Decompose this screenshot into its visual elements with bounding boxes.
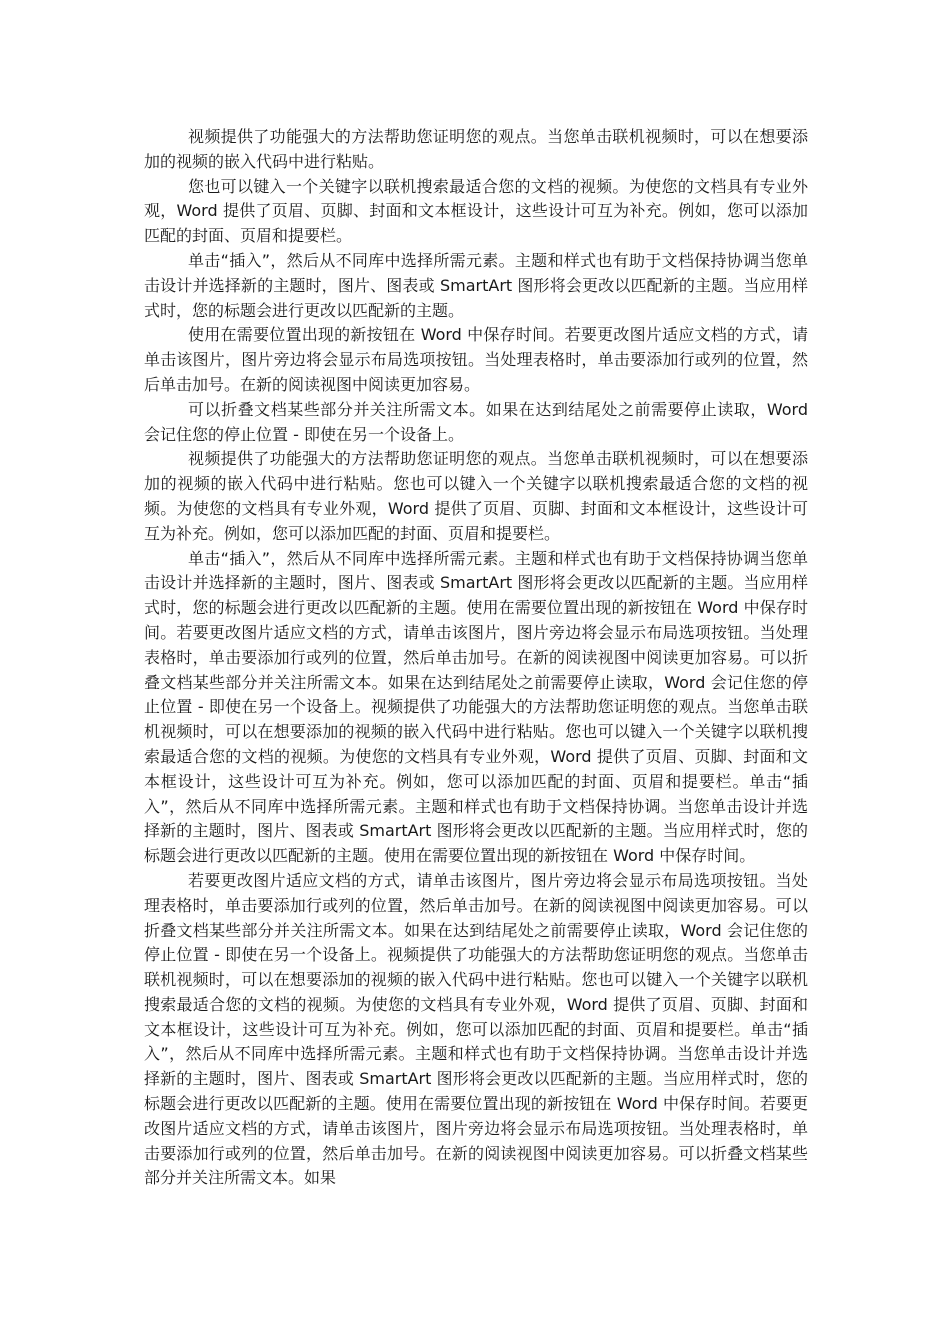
paragraph-4: 使用在需要位置出现的新按钮在 Word 中保存时间。若要更改图片适应文档的方式，请单击该图片，图片旁边将会显示布局选项按钮。当处理表格时，单击要添加行或列的位置，然后单击加号。在新的阅读视图中阅读更加容易。 xyxy=(144,325,808,394)
paragraph-5: 可以折叠文档某些部分并关注所需文本。如果在达到结尾处之前需要停止读取，Word 会记住您的停止位置 - 即使在另一个设备上。 xyxy=(144,399,808,444)
paragraph-1: 视频提供了功能强大的方法帮助您证明您的观点。当您单击联机视频时，可以在想要添加的视频的嵌入代码中进行粘贴。 xyxy=(144,127,808,171)
paragraph-6: 视频提供了功能强大的方法帮助您证明您的观点。当您单击联机视频时，可以在想要添加的视频的嵌入代码中进行粘贴。您也可以键入一个关键字以联机搜索最适合您的文档的视频。为使您的文档具有专业外观，Word 提供了页眉、页脚、封面和文本框设计，这些设计可互为补充。例如，您可以添加匹配的封面、页眉和提要栏。 xyxy=(144,449,808,543)
document-body xyxy=(144,125,808,1191)
paragraph-2: 您也可以键入一个关键字以联机搜索最适合您的文档的视频。为使您的文档具有专业外观，Word 提供了页眉、页脚、封面和文本框设计，这些设计可互为补充。例如，您可以添加匹配的封面、页眉和提要栏。 xyxy=(144,176,808,246)
paragraph-8: 若要更改图片适应文档的方式，请单击该图片，图片旁边将会显示布局选项按钮。当处理表格时，单击要添加行或列的位置，然后单击加号。在新的阅读视图中阅读更加容易。可以折叠文档某些部分并关注所需文本。如果在达到结尾处之前需要停止读取，Word 会记住您的停止位置 - 即使在另一个设备上。视频提供了功能强大的方法帮助您证明您的观点。当您单击联机视频时，可以在想要添加的视频的嵌入代码中进行粘贴。您也可以键入一个关键字以联机搜索最适合您的文档的视频。为使您的文档具有专业外观，Word 提供了页眉、页脚、封面和文本框设计，这些设计可互为补充。例如，您可以添加匹配的封面、页眉和提要栏。单击“插入”，然后从不同库中选择所需元素。主题和样式也有助于文档保持协调。当您单击设计并选择新的主题时，图片、图表或 SmartArt 图形将会更改以匹配新的主题。当应用样式时，您的标题会进行更改以匹配新的主题。使用在需要位置出现的新按钮在 Word 中保存时间。若要更改图片适应文档的方式，请单击该图片，图片旁边将会显示布局选项按钮。当处理表格时，单击要添加行或列的位置，然后单击加号。在新的阅读视图中阅读更加容易。可以折叠文档某些部分并关注所需文本。如果 xyxy=(144,870,808,1188)
paragraph-3: 单击“插入”，然后从不同库中选择所需元素。主题和样式也有助于文档保持协调当您单击设计并选择新的主题时，图片、图表或 SmartArt 图形将会更改以匹配新的主题。当应用样式时，您的标题会进行更改以匹配新的主题。 xyxy=(144,250,808,320)
paragraph-7: 单击“插入”，然后从不同库中选择所需元素。主题和样式也有助于文档保持协调当您单击设计并选择新的主题时，图片、图表或 SmartArt 图形将会更改以匹配新的主题。当应用样式时，您的标题会进行更改以匹配新的主题。使用在需要位置出现的新按钮在 Word 中保存时间。若要更改图片适应文档的方式，请单击该图片，图片旁边将会显示布局选项按钮。当处理表格时，单击要添加行或列的位置，然后单击加号。在新的阅读视图中阅读更加容易。可以折叠文档某些部分并关注所需文本。如果在达到结尾处之前需要停止读取，Word 会记住您的停止位置 - 即使在另一个设备上。视频提供了功能强大的方法帮助您证明您的观点。当您单击联机视频时，可以在想要添加的视频的嵌入代码中进行粘贴。您也可以键入一个关键字以联机搜索最适合您的文档的视频。为使您的文档具有专业外观，Word 提供了页眉、页脚、封面和文本框设计，这些设计可互为补充。例如，您可以添加匹配的封面、页眉和提要栏。单击“插入”，然后从不同库中选择所需元素。主题和样式也有助于文档保持协调。当您单击设计并选择新的主题时，图片、图表或 SmartArt 图形将会更改以匹配新的主题。当应用样式时，您的标题会进行更改以匹配新的主题。使用在需要位置出现的新按钮在 Word 中保存时间。 xyxy=(144,548,808,866)
